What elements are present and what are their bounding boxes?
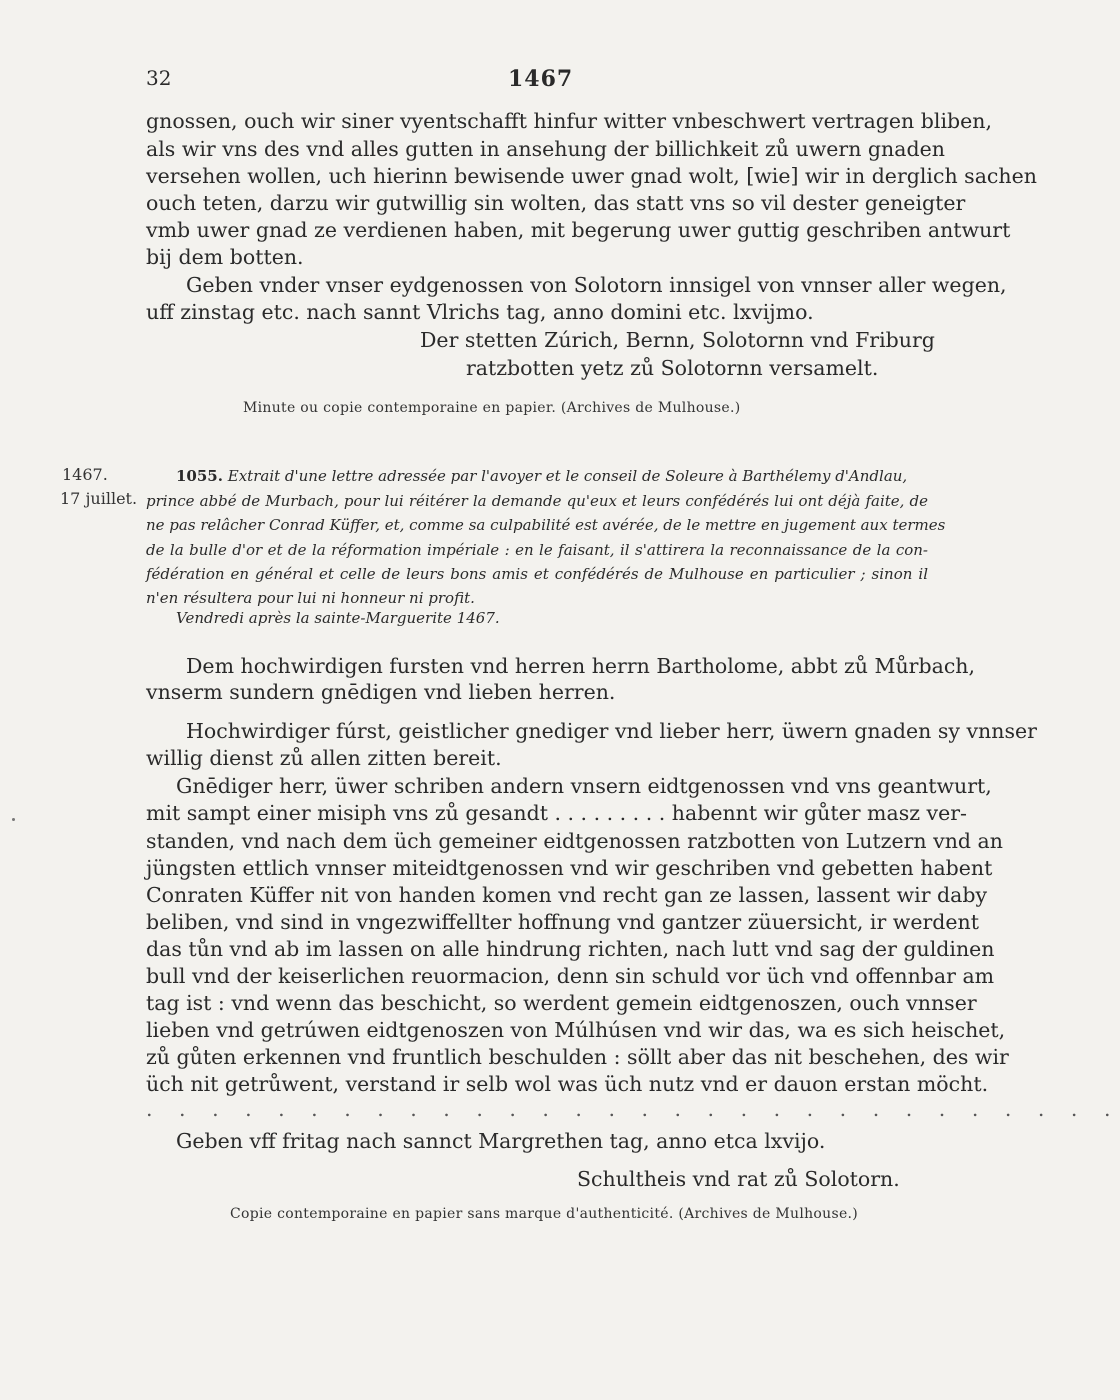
- address-line: Dem hochwirdigen fursten vnd herren herrn Bartholome, abbt zů Můrbach,: [186, 654, 976, 678]
- body-line: mit sampt einer misiph vns zů gesandt . . . . . . . . . habennt wir gůter masz ver-: [146, 801, 967, 825]
- text-line: als wir vns des vnd alles gutten in ansehung der billichkeit zů uwern gnaden: [146, 137, 945, 161]
- closing-line: Geben vff fritag nach sannct Margrethen tag, anno etca lxvijo.: [176, 1129, 826, 1153]
- text-line: vmb uwer gnad ze verdienen haben, mit begerung uwer guttig geschriben antwurt: [146, 218, 1011, 242]
- summary-line: prince abbé de Murbach, pour lui réitérer la demande qu'eux et leurs confédérés lui ont déjà faite, de: [146, 492, 928, 510]
- closing-signature: Schultheis vnd rat zů Solotorn.: [577, 1167, 900, 1191]
- body-line: zů gůten erkennen vnd fruntlich beschulden : söllt aber das nit beschehen, des wir: [146, 1045, 1009, 1069]
- salutation-line: willig dienst zů allen zitten bereit.: [146, 746, 502, 770]
- body-line: Conraten Küffer nit von handen komen vnd recht gan ze lassen, lassent wir daby: [146, 883, 988, 907]
- margin-year: 1467.: [62, 465, 108, 484]
- source-note: Copie contemporaine en papier sans marque d'authenticité. (Archives de Mulhouse.): [230, 1206, 859, 1222]
- page-number: 32: [146, 66, 172, 90]
- scan-speck: [12, 818, 15, 821]
- body-line: das tůn vnd ab im lassen on alle hindrung richten, nach lutt vnd sag der guldinen: [146, 937, 995, 961]
- body-line: jüngsten ettlich vnnser miteidtgenossen vnd wir geschriben vnd gebetten habent: [146, 856, 993, 880]
- omission-dots: . . . . . . . . . . . . . . . . . . . . . . . . . . . . . .: [146, 1097, 1120, 1121]
- summary-line: Extrait d'une lettre adressée par l'avoyer et le conseil de Soleure à Barthélemy d'Andlau,: [227, 467, 908, 485]
- text-line: gnossen, ouch wir siner vyentschafft hinfur witter vnbeschwert vertragen bliben,: [146, 109, 992, 133]
- summary-line: n'en résultera pour lui ni honneur ni profit.: [146, 589, 475, 607]
- body-line: standen, vnd nach dem üch gemeiner eidtgenossen ratzbotten von Lutzern vnd an: [146, 829, 1003, 853]
- address-line: vnserm sundern gnēdigen vnd lieben herren.: [146, 680, 616, 704]
- dating-line: Geben vnder vnser eydgenossen von Solotorn innsigel von vnnser aller wegen,: [186, 273, 1007, 297]
- text-line: bij dem botten.: [146, 245, 304, 269]
- body-line: üch nit getrůwent, verstand ir selb wol was üch nutz vnd er dauon erstan möcht.: [146, 1072, 989, 1096]
- salutation-line: Hochwirdiger fúrst, geistlicher gnediger vnd lieber herr, üwern gnaden sy vnnser: [186, 719, 1037, 743]
- text-line: versehen wollen, uch hierinn bewisende uwer gnad wolt, [wie] wir in derglich sachen: [146, 164, 1037, 188]
- source-note: Minute ou copie contemporaine en papier. (Archives de Mulhouse.): [243, 400, 741, 416]
- signature-line: ratzbotten yetz zů Solotornn versamelt.: [466, 356, 879, 380]
- signature-line: Der stetten Zúrich, Bernn, Solotornn vnd Friburg: [420, 328, 935, 352]
- margin-day: 17 juillet.: [60, 489, 138, 508]
- body-line: beliben, vnd sind in vngezwiffellter hoffnung vnd gantzer züuersicht, ir werdent: [146, 910, 979, 934]
- entry-number: 1055.: [176, 467, 223, 485]
- entry-date: Vendredi après la sainte-Marguerite 1467.: [176, 609, 500, 627]
- summary-line: de la bulle d'or et de la réformation impériale : en le faisant, il s'attirera la reconnaissance de la con-: [146, 541, 928, 559]
- dating-line: uff zinstag etc. nach sannt Vlrichs tag, anno domini etc. lxvijmo.: [146, 300, 814, 324]
- running-head-year: 1467: [508, 66, 574, 92]
- body-line: lieben vnd getrúwen eidtgenoszen von Múlhúsen vnd wir das, wa es sich heischet,: [146, 1018, 1006, 1042]
- summary-line: fédération en général et celle de leurs bons amis et confédérés de Mulhouse en particulier ; sinon il: [146, 565, 928, 583]
- text-line: ouch teten, darzu wir gutwillig sin wolten, das statt vns so vil dester geneigter: [146, 191, 966, 215]
- body-line: bull vnd der keiserlichen reuormacion, denn sin schuld vor üch vnd offennbar am: [146, 964, 995, 988]
- body-line: tag ist : vnd wenn das beschicht, so werdent gemein eidtgenoszen, ouch vnnser: [146, 991, 977, 1015]
- body-line: Gnēdiger herr, üwer schriben andern vnsern eidtgenossen vnd vns geantwurt,: [176, 774, 992, 798]
- summary-first-line: [176, 465, 926, 487]
- summary-line: ne pas relâcher Conrad Küffer, et, comme sa culpabilité est avérée, de le mettre en jugement aux termes: [146, 516, 946, 534]
